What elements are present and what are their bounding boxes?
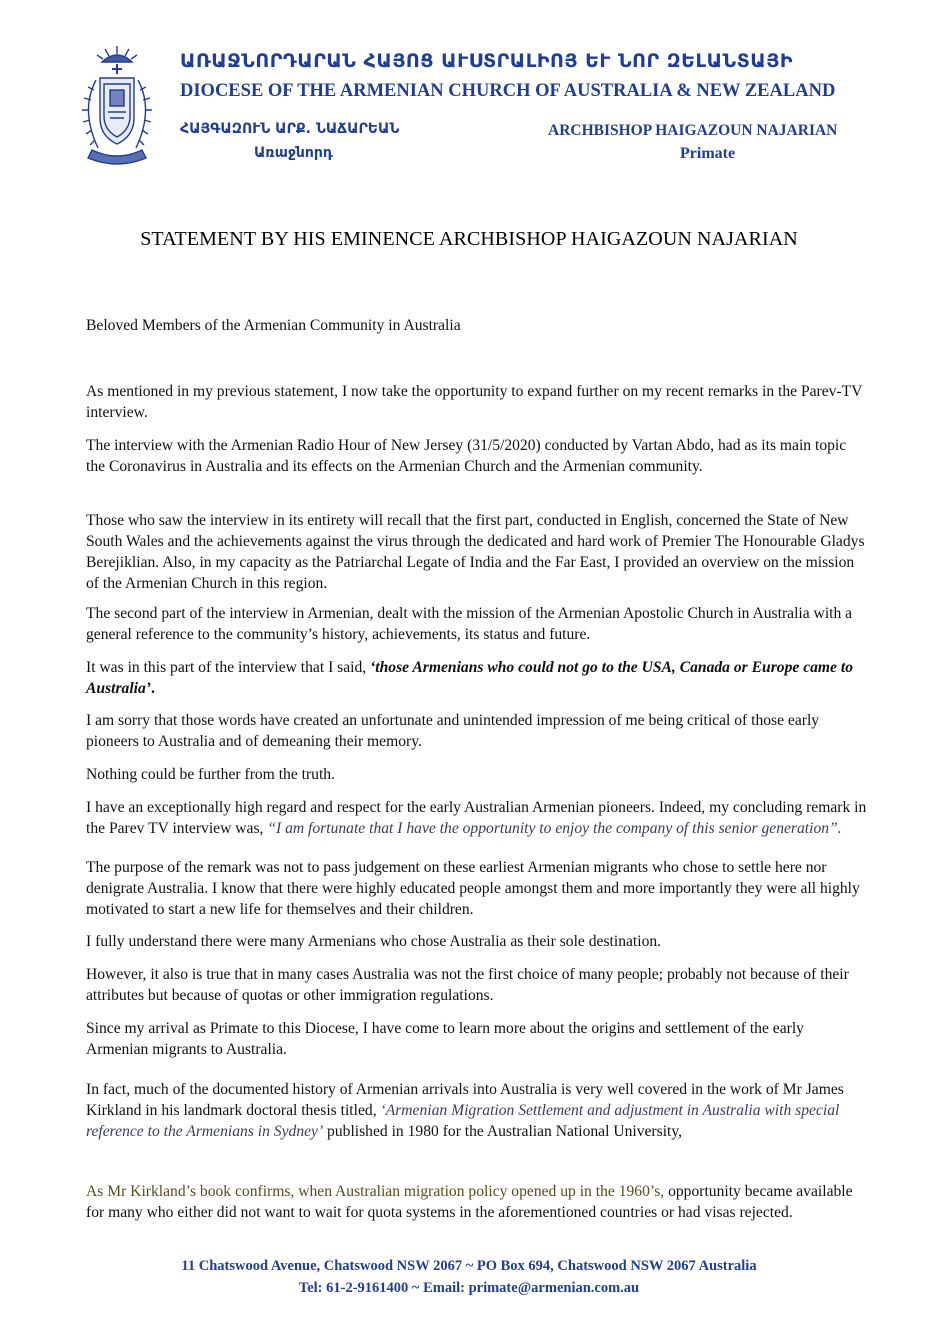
paragraph-5-quote: ‘those Armenians who could not go to the USA, Canada or Europe came to Australia’	[86, 659, 853, 697]
paragraph-11-text: However, it also is true that in many cases Australia was not the first choice of many people; probably not because of their attributes but because of quotas or other immigration regulations.	[86, 966, 849, 1004]
paragraph-13	[86, 1079, 868, 1142]
paragraph-5-lead: It was in this part of the interview that I said,	[86, 659, 371, 676]
paragraph-3	[86, 510, 868, 594]
paragraph-10	[86, 931, 868, 952]
paragraph-14	[86, 1181, 868, 1223]
letterhead-english-title: DIOCESE OF THE ARMENIAN CHURCH OF AUSTRALIA & NEW ZEALAND	[180, 81, 836, 101]
paragraph-13-thesis-title: ‘Armenian Migration Settlement and adjustment in Australia with special reference to the Armenians in Sydney’	[86, 1102, 840, 1140]
paragraph-6-text: I am sorry that those words have created an unfortunate and unintended impression of me being critical of those early pioneers to Australia and of demeaning their memory.	[86, 712, 820, 750]
paragraph-12	[86, 1018, 868, 1060]
paragraph-4	[86, 603, 868, 645]
paragraph-5	[86, 657, 868, 699]
salutation-text: Beloved Members of the Armenian Community in Australia	[86, 317, 461, 334]
paragraph-7-text: Nothing could be further from the truth.	[86, 766, 336, 783]
letterhead-armenian-title: ԱՌԱՋՆՈՐԴԱՐԱՆ ՀԱՅՈՑ ԱՒՍՏՐԱԼԻՈՅ ԵՒ ՆՈՐ ԶԵԼԱՆՏԱՅԻ	[180, 50, 794, 72]
paragraph-5-end: .	[151, 680, 155, 697]
paragraph-1	[86, 381, 868, 423]
statement-title: STATEMENT BY HIS EMINENCE ARCHBISHOP HAIGAZOUN NAJARIAN	[140, 228, 798, 250]
letterhead-armenian-primate-name: ՀԱՅԳԱԶՈՒՆ ԱՐՔ. ՆԱՃԱՐԵԱՆ	[180, 121, 400, 137]
paragraph-2	[86, 435, 868, 477]
paragraph-3-text: Those who saw the interview in its entirety will recall that the first part, conducted in English, concerned the State of New South Wales and the achievements against the virus through the dedicated and hard work of Premier The Honourable Gladys Berejiklian. Also, in my capacity as the Patriarchal Legate of India and the Far East, I provided an overview on the mission of the Armenian Church in this region.	[86, 512, 865, 592]
paragraph-6	[86, 710, 868, 752]
paragraph-14-lead: As Mr Kirkland’s book confirms, when Australian migration policy opened up in the 1960’s,	[86, 1183, 665, 1200]
paragraph-9	[86, 857, 868, 920]
paragraph-9-text: The purpose of the remark was not to pass judgement on these earliest Armenian migrants who chose to settle here nor denigrate Australia. I know that there were highly educated people amongst them and more importantly they were all highly motivated to start a new life for themselves and their children.	[86, 859, 860, 918]
paragraph-14-rest: opportunity became available for many who either did not want to wait for quota systems in the aforementioned countries or had visas rejected.	[86, 1183, 853, 1221]
letterhead-english-primate-name: ARCHBISHOP HAIGAZOUN NAJARIAN	[548, 122, 838, 139]
letterhead-english-primate-role: Primate	[680, 145, 736, 162]
paragraph-2-text: The interview with the Armenian Radio Hour of New Jersey (31/5/2020) conducted by Vartan Abdo, had as its main topic the Coronavirus in Australia and its effects on the Armenian Church and the Armenian community.	[86, 437, 847, 475]
diocese-crest-icon	[72, 40, 162, 175]
letterhead-armenian-primate-role: Առաջնորդ	[254, 145, 333, 161]
footer-contact: Tel: 61-2-9161400 ~ Email: primate@armenian.com.au	[298, 1280, 640, 1296]
paragraph-4-text: The second part of the interview in Armenian, dealt with the mission of the Armenian Apostolic Church in Australia with a general reference to the community’s history, achievements, its status and future.	[86, 605, 853, 643]
footer-address: 11 Chatswood Avenue, Chatswood NSW 2067 ~ PO Box 694, Chatswood NSW 2067 Australia	[181, 1258, 757, 1274]
paragraph-8-lead: I have an exceptionally high regard and respect for the early Australian Armenian pioneers. Indeed, my concluding remark in the Parev TV interview was,	[86, 799, 867, 837]
paragraph-13-lead: In fact, much of the documented history of Armenian arrivals into Australia is very well covered in the work of Mr James Kirkland in his landmark doctoral thesis titled,	[86, 1081, 844, 1119]
paragraph-7	[86, 764, 868, 785]
salutation	[86, 315, 868, 336]
paragraph-8	[86, 797, 868, 839]
paragraph-8-quote: “I am fortunate that I have the opportunity to enjoy the company of this senior generation”.	[267, 820, 842, 837]
paragraph-11	[86, 964, 868, 1006]
paragraph-13-end: published in 1980 for the Australian National University,	[323, 1123, 683, 1140]
paragraph-1-text: As mentioned in my previous statement, I now take the opportunity to expand further on my recent remarks in the Parev-TV interview.	[86, 383, 863, 421]
paragraph-12-text: Since my arrival as Primate to this Diocese, I have come to learn more about the origins and settlement of the early Armenian migrants to Australia.	[86, 1020, 804, 1058]
paragraph-10-text: I fully understand there were many Armenians who chose Australia as their sole destination.	[86, 933, 662, 950]
